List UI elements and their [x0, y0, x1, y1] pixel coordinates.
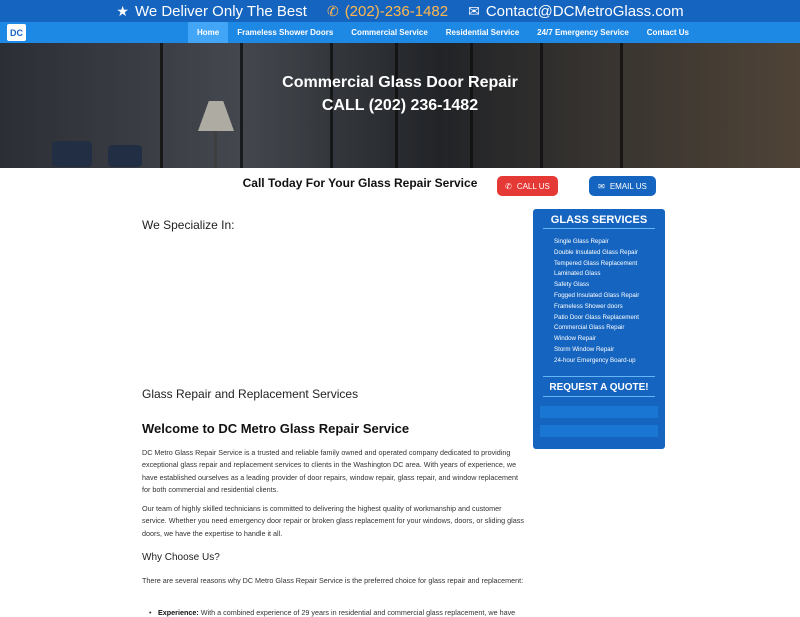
hero-banner — [0, 43, 800, 168]
call-us-button[interactable] — [497, 176, 558, 196]
service-links — [554, 237, 639, 367]
service-link[interactable]: Laminated Glass — [554, 270, 601, 278]
envelope-icon: ✉ — [598, 181, 605, 191]
service-link[interactable]: Commercial Glass Repair — [554, 324, 625, 332]
service-link[interactable]: Window Repair — [554, 335, 596, 343]
welcome-heading: Welcome to DC Metro Glass Repair Service — [142, 421, 410, 436]
phone-icon: ✆ — [505, 181, 512, 191]
service-link[interactable]: Storm Window Repair — [554, 345, 615, 353]
main-nav — [0, 22, 800, 43]
bullet-label: Experience: — [158, 608, 199, 617]
divider — [543, 376, 655, 377]
nav-item-contact-us[interactable]: Contact Us — [646, 28, 690, 37]
service-link[interactable]: Single Glass Repair — [554, 238, 609, 245]
site-logo[interactable] — [7, 24, 26, 41]
why-heading: Why Choose Us? — [142, 552, 220, 563]
email-us-label: EMAIL US — [609, 181, 647, 191]
specialize-heading: We Specialize In: — [142, 218, 235, 232]
top-contact-bar — [0, 0, 800, 22]
team-paragraph: Our team of highly skilled technicians is committed to delivering the highest quality of workmanship and customer service. Whether you need emergency door repair or broken glass replacement for your windows, doors, or sliding glass doors, we have the expertise to handle it all. — [142, 504, 524, 538]
phone-text: (202)-236-1482 — [344, 2, 449, 20]
services-heading: Glass Repair and Replacement Services — [142, 387, 359, 401]
service-link[interactable]: 24-hour Emergency Board-up — [554, 356, 636, 364]
email-us-button[interactable] — [589, 176, 656, 196]
nav-item-residential-service[interactable]: Residential Service — [445, 28, 520, 37]
divider — [543, 396, 655, 397]
phone-link[interactable] — [327, 3, 448, 20]
nav-item-frameless-shower-doors[interactable]: Frameless Shower Doors — [237, 28, 334, 37]
sidebar-title: GLASS SERVICES — [550, 214, 648, 226]
nav-item-commercial-service[interactable]: Commercial Service — [351, 28, 428, 37]
nav-item-home[interactable]: Home — [188, 22, 228, 43]
quote-title: REQUEST A QUOTE! — [549, 382, 649, 393]
email-link[interactable] — [468, 3, 684, 20]
logo-text: DC — [10, 27, 23, 38]
quote-field[interactable] — [540, 425, 658, 437]
hero-title: Commercial Glass Door Repair — [282, 74, 518, 91]
cta-heading: Call Today For Your Glass Repair Service — [242, 176, 478, 190]
hero-subtitle: CALL (202) 236-1482 — [321, 97, 479, 114]
phone-icon: ✆ — [326, 2, 339, 19]
call-us-label: CALL US — [516, 181, 550, 191]
service-link[interactable]: Fogged Insulated Glass Repair — [554, 291, 640, 299]
services-sidebar — [533, 209, 665, 449]
email-text: Contact@DCMetroGlass.com — [485, 2, 684, 20]
service-link[interactable]: Safety Glass — [554, 281, 590, 289]
bullet-text: With a combined experience of 29 years in residential and commercial glass replacement, we have — [198, 608, 516, 617]
service-link[interactable]: Frameless Shower doors — [554, 302, 623, 310]
star-icon: ★ — [116, 2, 129, 19]
tagline-text: We Deliver Only The Best — [134, 2, 307, 20]
reasons-paragraph: There are several reasons why DC Metro Glass Repair Service is the preferred choice for glass repair and replacement: — [142, 576, 524, 585]
service-link[interactable]: Double Insulated Glass Repair — [554, 248, 638, 256]
intro-paragraph: DC Metro Glass Repair Service is a trusted and reliable family owned and operated company dedicated to providing exceptional glass repair and replacement services to clients in the Washington DC area. With years of experience, we have established ourselves as a leading provider of door repairs, window repair, glass repair, and window replacement for both commercial and residential clients. — [142, 448, 518, 494]
list-item — [158, 608, 528, 617]
service-link[interactable]: Tempered Glass Replacement — [554, 259, 638, 267]
tagline — [116, 3, 307, 20]
envelope-icon: ✉ — [468, 2, 480, 19]
quote-field[interactable] — [540, 406, 658, 418]
service-link[interactable]: Patio Door Glass Replacement — [554, 313, 639, 321]
nav-menu — [188, 22, 698, 43]
nav-item-emergency-service[interactable]: 24/7 Emergency Service — [537, 28, 629, 37]
divider — [543, 228, 655, 229]
